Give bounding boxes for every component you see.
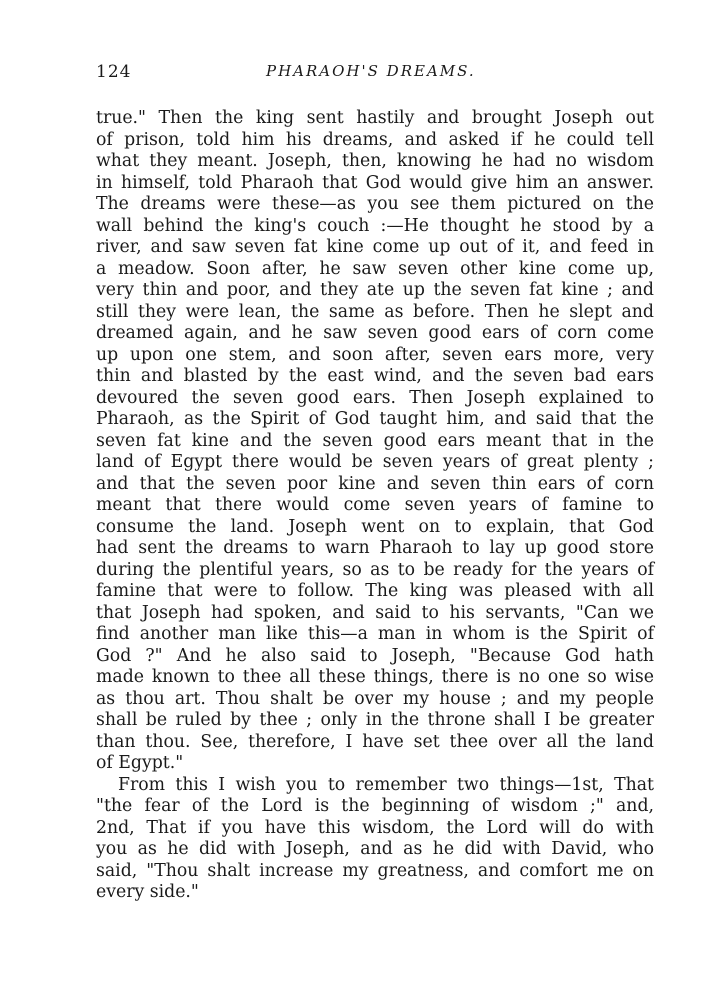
text-line: as thou art. Thou shalt be over my house ; and my people [96, 688, 654, 709]
text-line: that Joseph had spoken, and said to his servants, "Can we [96, 602, 654, 623]
text-line: Pharaoh, as the Spirit of God taught him, and said that the [96, 409, 654, 429]
text-line: during the plentiful years, so as to be ready for the years of [96, 559, 654, 580]
text-line: still they were lean, the same as before. Then he slept and [96, 301, 654, 322]
text-line: thin and blasted by the east wind, and the seven bad ears [96, 366, 654, 386]
text-line: true." Then the king sent hastily and brought Joseph out [96, 108, 654, 128]
text-line: shall be ruled by thee ; only in the throne shall I be greater [96, 710, 654, 730]
text-line: seven fat kine and the seven good ears meant that in the [96, 430, 654, 451]
text-line: of prison, told him his dreams, and asked if he could tell [96, 129, 654, 150]
page-header [96, 62, 636, 86]
text-line: land of Egypt there would be seven years of great plenty ; [96, 452, 654, 472]
text-line: river, and saw seven fat kine come up out of it, and feed in [96, 237, 654, 257]
text-line: made known to thee all these things, there is no one so wise [96, 667, 654, 687]
text-line: find another man like this—a man in whom is the Spirit of [96, 624, 654, 644]
text-line: 2nd, That if you have this wisdom, the Lord will do with [96, 817, 654, 838]
text-line: God ?" And he also said to Joseph, "Because God hath [96, 645, 654, 666]
text-line: up upon one stem, and soon after, seven ears more, very [96, 344, 654, 365]
body-text [96, 108, 654, 904]
paragraph-first-line: From this I wish you to remember two things—1st, That [118, 774, 654, 795]
text-line: meant that there would come seven years of famine to [96, 495, 654, 515]
text-line: The dreams were these—as you see them pictured on the [96, 194, 654, 214]
text-line: consume the land. Joseph went on to explain, that God [96, 516, 654, 537]
text-line: devoured the seven good ears. Then Joseph explained to [96, 387, 654, 408]
paragraph-last-line: every side." [96, 882, 199, 902]
text-line: "the fear of the Lord is the beginning of wisdom ;" and, [96, 796, 654, 816]
text-line: said, "Thou shalt increase my greatness, and comfort me on [96, 860, 654, 881]
text-line: wall behind the king's couch :—He thought he stood by a [96, 215, 654, 236]
text-line: very thin and poor, and they ate up the seven fat kine ; and [96, 280, 654, 300]
text-line: than thou. See, therefore, I have set thee over all the land [96, 731, 654, 752]
text-line: had sent the dreams to warn Pharaoh to lay up good store [96, 538, 654, 558]
text-line: and that the seven poor kine and seven thin ears of corn [96, 473, 654, 494]
text-line: you as he did with Joseph, and as he did with David, who [96, 839, 654, 859]
text-line: in himself, told Pharaoh that God would give him an answer. [96, 172, 654, 193]
paragraph-last-line: of Egypt." [96, 753, 184, 773]
page-number: 124 [96, 62, 132, 82]
running-title: PHARAOH'S DREAMS. [266, 62, 476, 80]
text-line: dreamed again, and he saw seven good ears of corn come [96, 323, 654, 343]
text-line: famine that were to follow. The king was pleased with all [96, 581, 654, 601]
text-line: a meadow. Soon after, he saw seven other kine come up, [96, 258, 654, 279]
text-line: what they meant. Joseph, then, knowing he had no wisdom [96, 151, 654, 171]
